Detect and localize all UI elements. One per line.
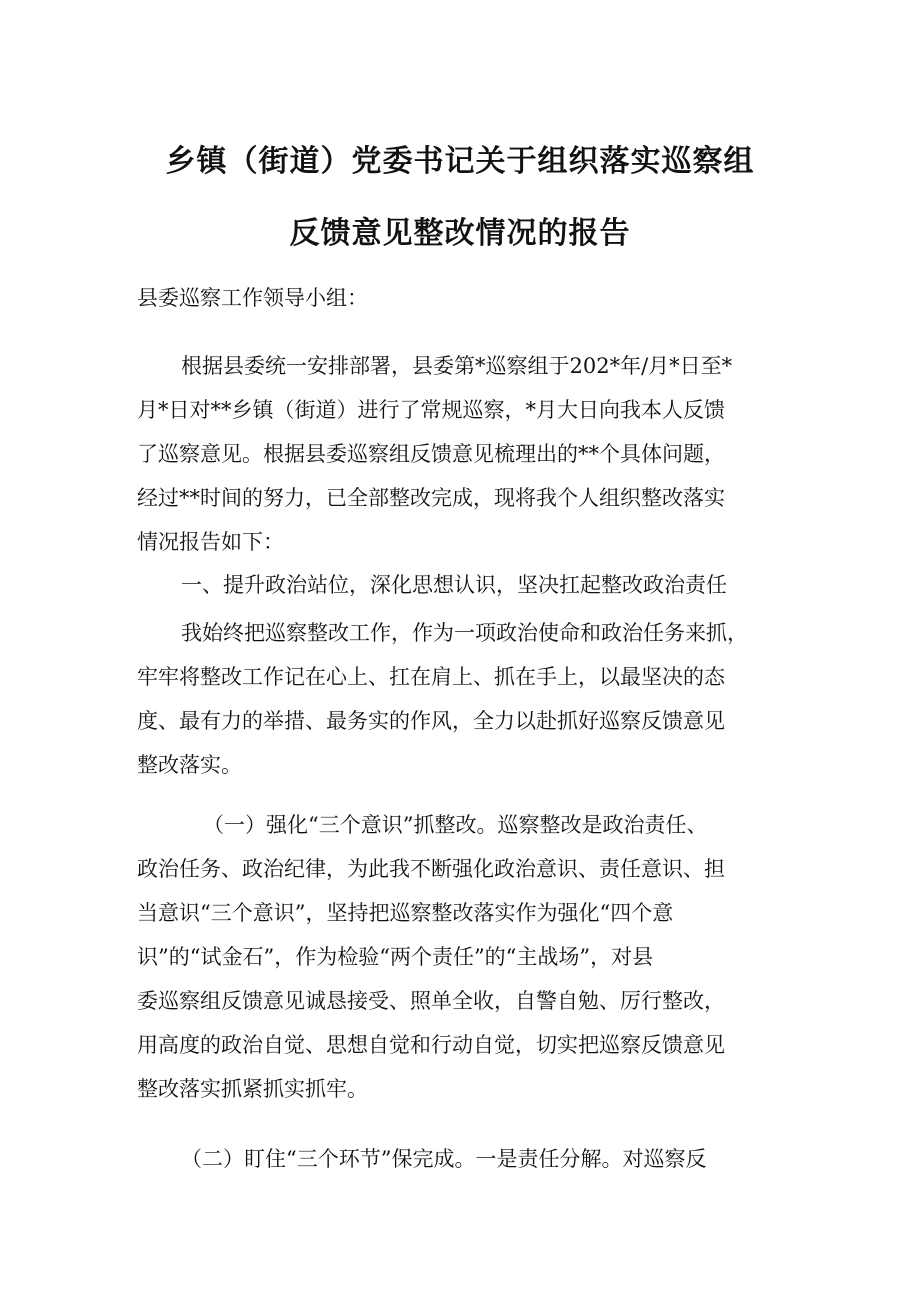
paragraph-subsection-2: [137, 1137, 797, 1181]
salutation-block: [137, 276, 797, 320]
document-title-line-2: 反馈意见整改情况的报告: [289, 216, 631, 251]
section-heading-1-block: [137, 563, 797, 607]
paragraph-intro: [137, 344, 797, 564]
paragraph-subsection-1: [137, 803, 797, 1111]
paragraph-section-1: [137, 611, 797, 787]
paragraph-line: 情况报告如下：: [137, 530, 284, 554]
paragraph-line: 政治任务、政治纪律，为此我不断强化政治意识、责任意识、担: [137, 857, 725, 881]
paragraph-line: 经过**时间的努力，已全部整改完成，现将我个人组织整改落实: [137, 486, 725, 510]
paragraph-line: 牢牢将整改工作记在心上、扛在肩上、抓在手上，以最坚决的态: [137, 665, 725, 689]
paragraph-line: 用高度的政治自觉、思想自觉和行动自觉，切实把巡察反馈意见: [137, 1033, 725, 1057]
paragraph-line: 当意识“三个意识”，坚持把巡察整改落实作为强化“四个意: [137, 901, 674, 925]
paragraph-line: 委巡察组反馈意见诚恳接受、照单全收，自警自勉、厉行整改，: [137, 989, 725, 1013]
document-title-line-1: 乡镇（街道）党委书记关于组织落实巡察组: [165, 144, 755, 179]
paragraph-line: 月*日对**乡镇（街道）进行了常规巡察，*月大日向我本人反馈: [137, 398, 725, 422]
paragraph-line: 整改落实。: [137, 753, 242, 777]
paragraph-line: （一）强化“三个意识”抓整改。巡察整改是政治责任、: [203, 813, 708, 837]
salutation: 县委巡察工作领导小组：: [137, 286, 368, 310]
paragraph-line: 识”的“试金石”，作为检验“两个责任”的“主战场”，对县: [137, 945, 654, 969]
paragraph-line: 整改落实抓紧抓实抓牢。: [137, 1077, 368, 1101]
paragraph-line: 根据县委统一安排部署，县委第*巡察组于202*年/月*日至*: [181, 354, 733, 378]
paragraph-line: 我始终把巡察整改工作，作为一项政治使命和政治任务来抓，: [181, 621, 748, 645]
paragraph-line: （二）盯住“三个环节”保完成。一是责任分解。对巡察反: [181, 1147, 707, 1171]
paragraph-line: 了巡察意见。根据县委巡察组反馈意见梳理出的**个具体问题，: [137, 442, 725, 466]
section-heading-1: 一、提升政治站位，深化思想认识，坚决扛起整改政治责任: [181, 573, 727, 597]
paragraph-line: 度、最有力的举措、最务实的作风，全力以赴抓好巡察反馈意见: [137, 709, 725, 733]
